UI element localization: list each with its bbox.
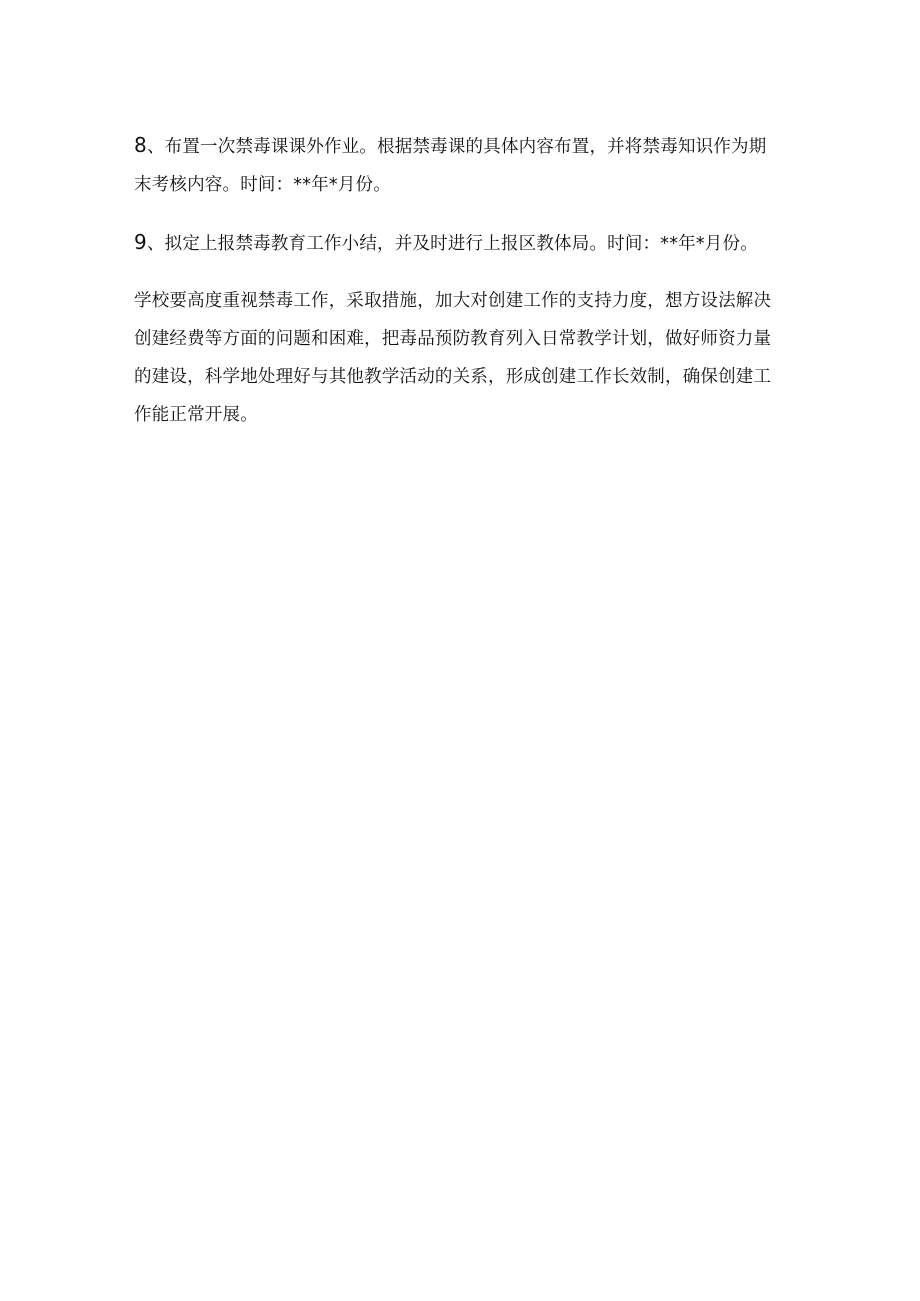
document-body	[134, 126, 799, 434]
closing-line-4: 作能正常开展。	[134, 405, 258, 425]
list-item-9	[134, 223, 799, 263]
list-item-8-line-1	[134, 126, 799, 166]
item-number: 9	[134, 230, 147, 254]
item-text: 布置一次禁毒课课外作业。根据禁毒课的具体内容布置，并将禁毒知识作为期	[164, 137, 767, 157]
item-separator: 、	[146, 234, 165, 254]
list-item-8-line-2: 末考核内容。时间：**年*月份。	[134, 175, 391, 195]
list-item-8	[134, 126, 799, 204]
closing-line-3: 的建设，科学地处理好与其他教学活动的关系，形成创建工作长效制，确保创建工	[134, 367, 772, 387]
list-item-9-line-1	[134, 223, 799, 263]
item-text: 拟定上报禁毒教育工作小结，并及时进行上报区教体局。时间：**年*月份。	[164, 234, 758, 254]
closing-line-1: 学校要高度重视禁毒工作，采取措施，加大对创建工作的支持力度，想方设法解决	[134, 291, 772, 311]
closing-paragraph	[134, 282, 799, 434]
item-number: 8	[134, 133, 147, 157]
closing-line-2: 创建经费等方面的问题和困难，把毒品预防教育列入日常教学计划，做好师资力量	[134, 329, 772, 349]
item-separator: 、	[146, 137, 165, 157]
